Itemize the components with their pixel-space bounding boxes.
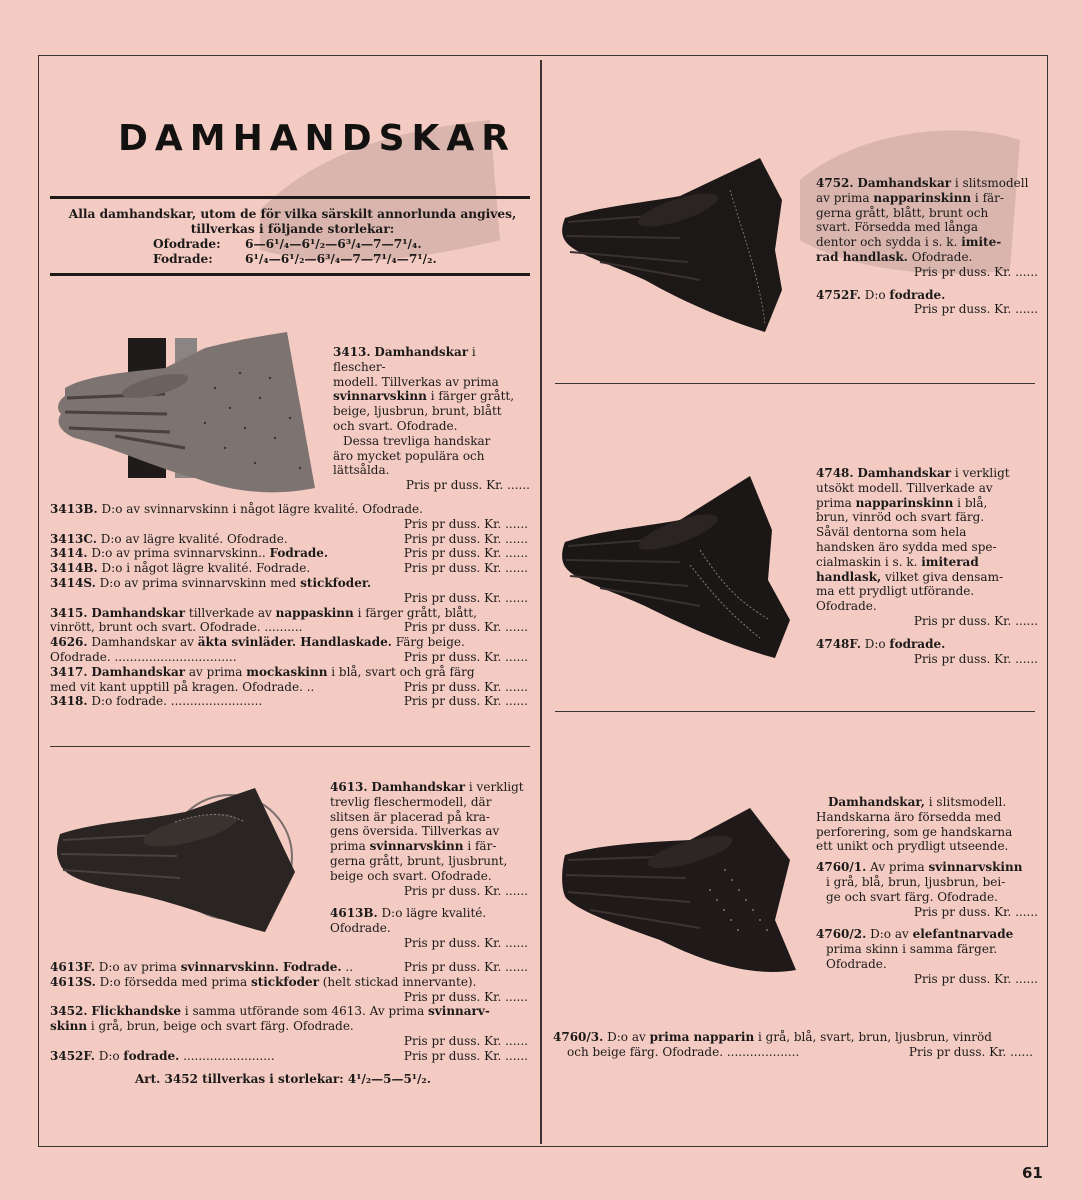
item-text: D:o i något lägre kvalité. Fodrade.	[101, 561, 311, 576]
material-bold: fodrade.	[889, 287, 946, 302]
item-code: 3413B.	[50, 502, 98, 516]
material-bold: svinnarvskinn	[333, 389, 427, 404]
text-line: i grå, blå, brun, ljusbrun, bei-	[826, 874, 1006, 889]
price-label: Pris pr duss. Kr. ......	[403, 1048, 528, 1063]
item-code: 4613.	[330, 780, 368, 794]
text-span: i slitsmodell.	[924, 795, 1007, 809]
text-span: i slitsmodell	[951, 176, 1029, 190]
item-code: 3414.	[50, 546, 88, 561]
intro-sizes	[55, 207, 530, 267]
text-line	[816, 927, 1038, 942]
material-bold: mockaskinn	[246, 664, 328, 679]
item-text: D:o av prima svinnarvskinn med	[99, 575, 297, 590]
left-bottom-list	[50, 960, 528, 1086]
text-line: lättsålda.	[333, 463, 390, 478]
text-line: modell. Tillverkas av prima	[333, 374, 499, 389]
text-line	[553, 1030, 1033, 1045]
text-line: beige, ljusbrun, brunt, blått	[333, 404, 502, 419]
list-item	[50, 561, 528, 576]
price-label: Pris pr duss. Kr. ......	[913, 651, 1038, 666]
item-code: 4613S.	[50, 974, 96, 989]
section-divider	[555, 383, 1035, 384]
glove-photo-4748	[560, 470, 805, 660]
material-bold: napparinskinn	[873, 190, 972, 205]
item-code: 4760/1.	[816, 860, 867, 875]
material-bold: stickfoder	[250, 974, 319, 989]
item-4748-description	[816, 466, 1038, 666]
text-span: i verkligt	[951, 466, 1010, 480]
text-line	[816, 288, 1038, 303]
text-span: i fär-	[971, 190, 1004, 205]
item-4760-3	[553, 1030, 1033, 1060]
item-name: Damhandskar	[371, 780, 466, 794]
intro-text: Alla damhandskar, utom de för vilka särskilt annorlunda angives, tillverkas i följande storlekar:	[68, 207, 517, 236]
text-line: gerna grått, brunt, ljusbrunt,	[330, 853, 508, 868]
list-item	[50, 1004, 528, 1019]
item-name: Damhandskar	[91, 605, 186, 620]
item-name: Damhandskar	[91, 664, 186, 679]
text-span: med vit kant upptill på kragen. Ofodrade. ..	[50, 679, 315, 694]
glove-photo-4760	[560, 800, 810, 980]
item-code: 3413.	[333, 345, 371, 359]
text-line	[816, 637, 1038, 652]
item-code: 3414S.	[50, 575, 96, 590]
item-text: D:o av svinnarvskinn i något lägre kvalité. Ofodrade.	[101, 502, 423, 516]
price-label: Pris pr duss. Kr. ......	[403, 883, 528, 898]
text-span: prima	[330, 839, 366, 854]
price-label: Pris pr duss. Kr. ......	[908, 1044, 1033, 1059]
material-bold: äkta svinläder. Handlaskade.	[197, 635, 392, 650]
text-span: i samma utförande som 4613. Av prima	[180, 1004, 429, 1019]
text-span: i blå, svart och grå färg	[327, 664, 475, 679]
list-item	[50, 620, 528, 635]
text-span: D:o fodrade. ........................	[91, 694, 263, 709]
text-line: ma ett prydligt utförande.	[816, 584, 975, 599]
material-bold: imiterad	[921, 554, 979, 569]
item-code: 3414B.	[50, 561, 98, 576]
text-line	[816, 555, 1038, 570]
text-span: i färger grått, blått,	[353, 605, 477, 620]
text-line: Ofodrade.	[330, 921, 391, 936]
glove-photo-4613	[55, 782, 305, 942]
text-line: Dessa trevliga handskar	[343, 433, 491, 448]
material-bold: elefantnarvade	[912, 927, 1014, 942]
text-span: Damhandskar av	[91, 635, 198, 650]
text-line: handsken äro sydda med spe-	[816, 539, 997, 554]
text-span: dentor och sydda i s. k.	[816, 235, 962, 250]
material-bold: svinnarvskinn	[928, 860, 1023, 875]
text-line: äro mycket populära och	[333, 448, 485, 463]
item-code: 4748.	[816, 466, 854, 480]
text-span: i grå, brun, beige och svart färg. Ofodrade.	[87, 1019, 354, 1034]
price-label: Pris pr duss. Kr. ......	[403, 546, 528, 561]
material-bold: svinnarv-	[428, 1004, 490, 1019]
item-code: 4752F.	[816, 287, 861, 302]
text-span: i grå, blå, svart, brun, ljusbrun, vinröd	[754, 1030, 992, 1044]
material-bold: prima napparin	[649, 1030, 755, 1044]
price-label: Pris pr duss. Kr. ......	[403, 960, 528, 974]
size-label: Fodrade:	[153, 252, 213, 266]
text-line	[816, 860, 1038, 875]
item-4760-description	[816, 795, 1038, 987]
text-line: trevlig fleschermodell, där	[330, 794, 492, 809]
size-footnote: Art. 3452 tillverkas i storlekar: 4¹/₂—5—5¹/₂.	[135, 1071, 431, 1086]
text-line	[816, 466, 1038, 481]
material-bold: fodrade.	[889, 636, 946, 651]
material-bold: nappaskinn	[275, 605, 354, 620]
text-line: prima skinn i samma färger.	[826, 942, 998, 957]
material-bold: imite-	[961, 235, 1002, 250]
text-span: D:o lägre kvalité.	[381, 906, 487, 921]
text-span: av prima	[816, 190, 874, 205]
price-label: Pris pr duss. Kr. ......	[913, 302, 1038, 317]
price-label: Pris pr duss. Kr. ......	[403, 989, 528, 1004]
item-code: 4752.	[816, 176, 854, 190]
text-span: ..	[341, 960, 354, 974]
list-item	[50, 1049, 528, 1064]
intro-rule	[50, 273, 530, 276]
item-code: 4760/2.	[816, 927, 867, 942]
list-item	[50, 576, 528, 591]
text-span: cialmaskin i s. k.	[816, 554, 922, 569]
text-span: i flescher-	[333, 345, 476, 374]
text-line	[816, 235, 1038, 250]
text-line: perforering, som ge handskarna	[816, 824, 1013, 839]
size-value: 6—6¹/₄—6¹/₂—6³/₄—7—7¹/₄.	[245, 237, 422, 251]
text-span: i verkligt	[468, 780, 524, 794]
item-code: 4748F.	[816, 636, 861, 651]
price-label: Pris pr duss. Kr. ......	[403, 935, 528, 950]
item-code: 3418.	[50, 694, 88, 709]
text-line: Ofodrade.	[826, 956, 887, 971]
text-span: av prima	[185, 664, 247, 679]
text-span: D:o	[864, 287, 890, 302]
text-span: i fär-	[463, 839, 497, 854]
material-bold: fodrade.	[123, 1048, 180, 1063]
text-line: brun, vinröd och svart färg.	[816, 510, 985, 525]
list-item	[50, 680, 528, 695]
item-code: 3413C.	[50, 531, 97, 546]
item-4752-description	[816, 176, 1038, 317]
text-line: ett unikt och prydligt utseende.	[816, 839, 1009, 854]
material-bold: handlask,	[816, 569, 882, 584]
item-code: 4613B.	[330, 906, 378, 921]
text-line: utsökt modell. Tillverkade av	[816, 480, 993, 495]
price-label: Pris pr duss. Kr. ......	[403, 1033, 528, 1048]
list-item	[50, 546, 528, 561]
text-span: D:o	[864, 636, 890, 651]
list-item	[50, 975, 528, 990]
price-label: Pris pr duss. Kr. ......	[403, 620, 528, 635]
price-label: Pris pr duss. Kr. ......	[913, 264, 1038, 279]
list-item	[50, 694, 528, 709]
price-label: Pris pr duss. Kr. ......	[405, 478, 530, 493]
title-rule	[50, 196, 530, 199]
list-item	[50, 650, 528, 665]
size-value: 6¹/₄—6¹/₂—6³/₄—7—7¹/₄—7¹/₂.	[245, 252, 437, 266]
text-line	[816, 191, 1038, 206]
text-span: Ofodrade. ................................	[50, 649, 237, 664]
text-line	[553, 1045, 1033, 1060]
left-variant-list	[50, 502, 528, 709]
item-code: 3417.	[50, 664, 88, 679]
text-line	[816, 496, 1038, 511]
item-4613-description	[330, 780, 528, 951]
text-line: och svart. Ofodrade.	[333, 418, 458, 433]
size-label: Ofodrade:	[153, 237, 221, 251]
text-span: prima	[816, 495, 856, 510]
text-line: Ofodrade.	[816, 599, 877, 614]
price-label: Pris pr duss. Kr. ......	[913, 613, 1038, 628]
material-bold: svinnarvskinn. Fodrade.	[180, 960, 342, 974]
text-span: ........................	[179, 1048, 275, 1063]
material-bold: napparinskinn	[855, 495, 954, 510]
item-text: D:o av prima svinnarvskinn..	[91, 546, 266, 561]
text-span: D:o av	[870, 927, 913, 942]
item-3413-description	[333, 345, 530, 493]
material-bold: skinn	[50, 1019, 88, 1034]
text-line: slitsen är placerad på kra-	[330, 809, 490, 824]
price-label: Pris pr duss. Kr. ......	[913, 904, 1038, 919]
text-line	[816, 570, 1038, 585]
item-name: Damhandskar	[857, 466, 952, 480]
item-code: 4613F.	[50, 960, 95, 974]
column-divider	[540, 60, 542, 1144]
price-label: Pris pr duss. Kr. ......	[403, 694, 528, 709]
item-name: Damhandskar,	[828, 795, 925, 809]
size-row-lined	[55, 252, 530, 267]
text-line	[816, 250, 1038, 265]
price-label: Pris pr duss. Kr. ......	[403, 679, 528, 694]
text-line	[330, 839, 528, 854]
text-line: Handskarna äro försedda med	[816, 809, 1002, 824]
text-span: vilket giva densam-	[881, 569, 1004, 584]
text-span: tillverkade av	[185, 605, 276, 620]
price-label: Pris pr duss. Kr. ......	[403, 531, 528, 546]
text-line: svart. Försedda med långa	[816, 220, 979, 235]
section-divider	[50, 746, 530, 747]
item-code: 4626.	[50, 635, 88, 650]
text-line	[816, 795, 1038, 810]
item-code: 3415.	[50, 605, 88, 620]
size-row-unlined	[55, 237, 530, 252]
text-span: och beige färg. Ofodrade. ...................	[567, 1044, 800, 1059]
item-name: Damhandskar	[857, 176, 952, 190]
text-span: D:o av prima	[98, 960, 181, 974]
text-line: beige och svart. Ofodrade.	[330, 868, 492, 883]
text-span: Ofodrade.	[907, 249, 973, 264]
list-item	[50, 665, 528, 680]
item-code: 4760/3.	[553, 1030, 604, 1044]
page-number: 61	[1022, 1164, 1043, 1182]
text-span: D:o av	[607, 1030, 650, 1044]
text-line: Såväl dentorna som hela	[816, 525, 967, 540]
price-label: Pris pr duss. Kr. ......	[913, 971, 1038, 986]
item-bold: stickfoder.	[300, 575, 372, 590]
glove-photo-4752	[560, 150, 805, 335]
material-bold: svinnarvskinn	[369, 839, 464, 854]
item-bold: Fodrade.	[269, 546, 329, 561]
text-span: D:o	[98, 1048, 124, 1063]
text-span: D:o försedda med prima	[99, 974, 251, 989]
text-span: Av prima	[870, 860, 929, 875]
glove-photo-3413	[55, 328, 320, 498]
price-label: Pris pr duss. Kr. ......	[403, 561, 528, 576]
text-span: i blå,	[953, 495, 988, 510]
price-label: Pris pr duss. Kr. ......	[403, 649, 528, 664]
item-code: 3452.	[50, 1004, 88, 1019]
list-item	[50, 1019, 528, 1034]
section-divider	[555, 711, 1035, 712]
price-label: Pris pr duss. Kr. ......	[403, 516, 528, 531]
text-line: gens översida. Tillverkas av	[330, 824, 500, 839]
text-span: vinrött, brunt och svart. Ofodrade. ..........	[50, 620, 303, 635]
page-title: DAMHANDSKAR	[118, 118, 516, 159]
text-span: (helt stickad innervante).	[318, 974, 477, 989]
list-item	[50, 502, 528, 517]
text-line: ge och svart färg. Ofodrade.	[826, 889, 998, 904]
list-item	[50, 532, 528, 547]
material-bold: rad handlask.	[816, 249, 908, 264]
text-span: Färg beige.	[391, 635, 465, 650]
item-code: 3452F.	[50, 1048, 95, 1063]
item-name: Flickhandske	[91, 1004, 181, 1019]
price-label: Pris pr duss. Kr. ......	[403, 590, 528, 605]
text-span: i färger grått,	[426, 389, 515, 404]
list-item	[50, 606, 528, 621]
item-text: D:o av lägre kvalité. Ofodrade.	[100, 531, 288, 546]
text-line: gerna grått, blått, brunt och	[816, 205, 989, 220]
item-name: Damhandskar	[374, 345, 469, 359]
list-item	[50, 635, 528, 650]
text-line	[330, 906, 528, 921]
list-item	[50, 960, 528, 975]
